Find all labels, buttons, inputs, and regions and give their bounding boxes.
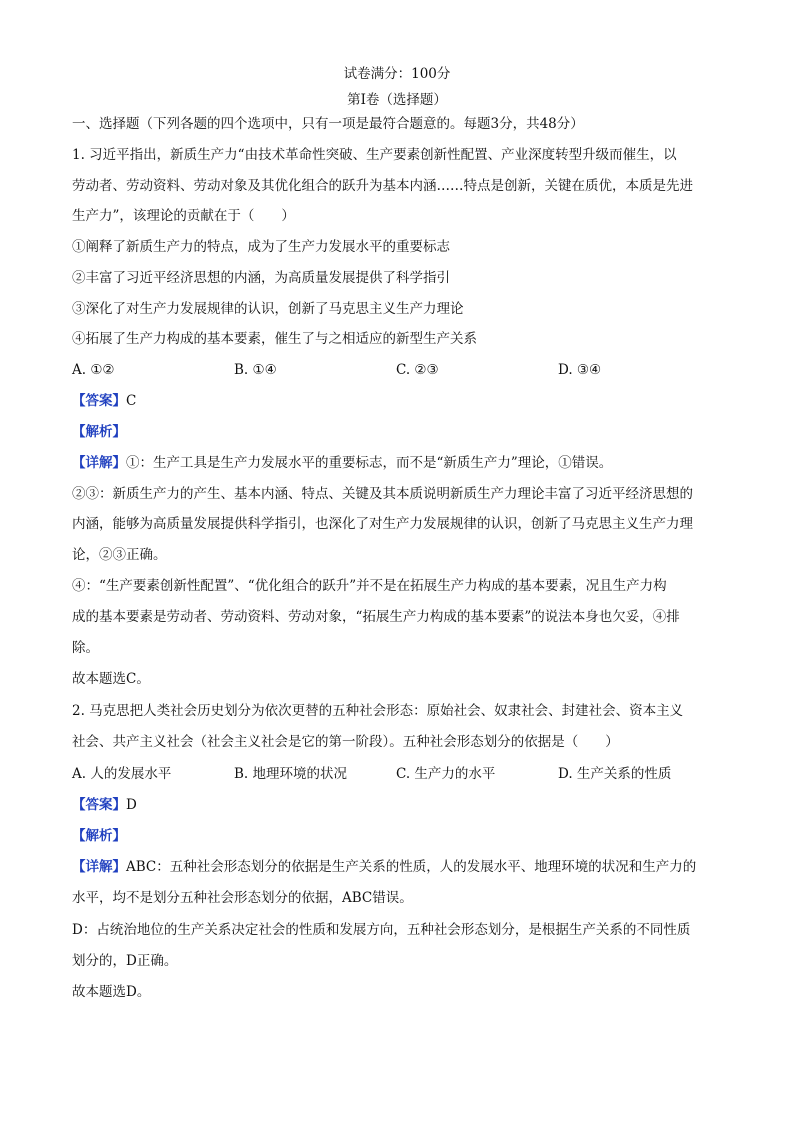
q1-analysis-label: 【解析】 (72, 424, 126, 440)
q1-analysis-line (72, 422, 722, 442)
volume-title: 第Ⅰ卷（选择题） (347, 92, 447, 108)
q1-detail-line-6: 成的基本要素是劳动者、劳动资料、劳动对象，“拓展生产力构成的基本要素”的说法本身也欠妥，④排 (72, 609, 680, 625)
q1-statement-1: ①阐释了新质生产力的特点，成为了生产力发展水平的重要标志 (72, 239, 450, 255)
q1-option-c: C. ②③ (396, 362, 439, 378)
q2-answer: D (126, 797, 137, 813)
q1-statement-2: ②丰富了习近平经济思想的内涵，为高质量发展提供了科学指引 (72, 270, 450, 286)
q1-stem-line-1: 1. 习近平指出，新质生产力“由技术革命性突破、生产要素创新性配置、产业深度转型升级而催生，以 (72, 147, 677, 163)
q1-detail-line-3: 内涵，能够为高质量发展提供科学指引，也深化了对生产力发展规律的认识，创新了马克思主义生产力理 (72, 516, 693, 532)
section-heading: 一、选择题（下列各题的四个选项中，只有一项是最符合题意的。每题3分，共48分） (72, 116, 584, 132)
q1-stem-line-3: 生产力”，该理论的贡献在于（ ） (72, 208, 295, 224)
q2-option-a: A. 人的发展水平 (72, 766, 172, 782)
q1-detail-line-7: 除。 (72, 640, 99, 656)
q2-stem-line-2: 社会、共产主义社会（社会主义社会是它的第一阶段）。五种社会形态划分的依据是（ ） (72, 734, 619, 750)
q1-stem-line-2: 劳动者、劳动资料、劳动对象及其优化组合的跃升为基本内涵……特点是创新，关键在质优，本质是先进 (72, 178, 693, 194)
q1-conclusion: 故本题选C。 (72, 671, 150, 687)
q2-detail-line-3: D：占统治地位的生产关系决定社会的性质和发展方向，五种社会形态划分，是根据生产关系的不同性质 (72, 922, 691, 938)
q2-option-b: B. 地理环境的状况 (234, 766, 348, 782)
q1-detail-label: 【详解】 (72, 455, 126, 471)
q1-statement-4: ④拓展了生产力构成的基本要素，催生了与之相适应的新型生产关系 (72, 331, 477, 347)
q1-option-a: A. ①② (72, 362, 115, 378)
q2-detail-label: 【详解】 (72, 859, 126, 875)
q2-option-c: C. 生产力的水平 (396, 766, 496, 782)
q2-option-d: D. 生产关系的性质 (558, 766, 672, 782)
q2-detail-line-2: 水平，均不是划分五种社会形态划分的依据，ABC错误。 (72, 890, 413, 906)
q1-detail-line-2: ②③：新质生产力的产生、基本内涵、特点、关键及其本质说明新质生产力理论丰富了习近平经济思想的 (72, 486, 693, 502)
q2-detail-text-1: ABC：五种社会形态划分的依据是生产关系的性质，人的发展水平、地理环境的状况和生产力的 (126, 859, 697, 875)
q1-detail-line-1 (72, 453, 722, 473)
q1-options (72, 360, 722, 380)
q1-answer: C (126, 393, 137, 409)
q1-answer-label: 【答案】 (72, 393, 126, 409)
q1-answer-line (72, 391, 722, 411)
q1-option-d: D. ③④ (558, 362, 602, 378)
q1-detail-line-4: 论，②③正确。 (72, 547, 167, 563)
q1-statement-3: ③深化了对生产力发展规律的认识，创新了马克思主义生产力理论 (72, 301, 464, 317)
q2-detail-line-4: 划分的，D正确。 (72, 953, 178, 969)
q1-detail-line-5: ④：“生产要素创新性配置”、“优化组合的跃升”并不是在拓展生产力构成的基本要素，况且生产力构 (72, 578, 667, 594)
q2-stem-line-1: 2. 马克思把人类社会历史划分为依次更替的五种社会形态：原始社会、奴隶社会、封建社会、资本主义 (72, 703, 684, 719)
score-line: 试卷满分：100分 (343, 66, 451, 82)
q1-option-b: B. ①④ (234, 362, 277, 378)
q1-detail-text-1: ①：生产工具是生产力发展水平的重要标志，而不是“新质生产力”理论，①错误。 (126, 455, 613, 471)
q2-answer-line (72, 795, 722, 815)
q2-detail-line-1 (72, 857, 722, 877)
q2-conclusion: 故本题选D。 (72, 984, 151, 1000)
q2-analysis-line (72, 826, 722, 846)
q2-options (72, 764, 722, 784)
q2-answer-label: 【答案】 (72, 797, 126, 813)
q2-analysis-label: 【解析】 (72, 828, 126, 844)
